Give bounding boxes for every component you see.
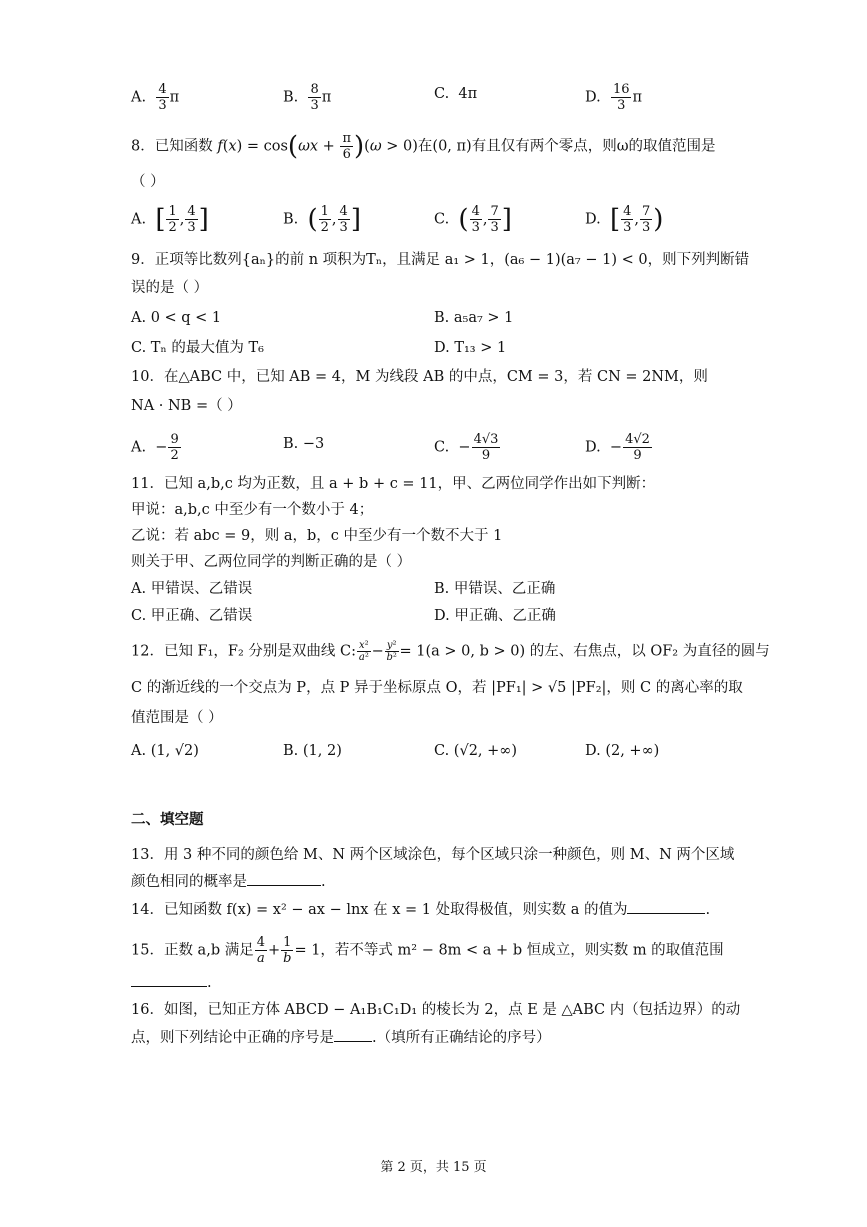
q7-option-d: D. $\frac{16}{3}$ π	[585, 82, 643, 113]
q10-option-c: C. − $\frac{4√3}{9}$	[434, 432, 499, 463]
q10-option-d: D. − $\frac{4√2}{9}$	[585, 432, 650, 463]
q11-stem: 11．已知 a,b,c 均为正数，且 a + b + c = 11，甲、乙两位同学作出如下判断：	[131, 476, 656, 492]
q9-option-c: C. Tₙ 的最大值为 T₆	[131, 340, 264, 356]
q10-option-a: A. − $\frac{9}{2}$	[131, 432, 179, 463]
q11-option-b: B. 甲错误、乙正确	[434, 581, 556, 597]
q7-d-fraction: $\frac{16}{3}$	[612, 82, 630, 113]
q10-stem: 10．在△ABC 中，已知 AB = 4，M 为线段 AB 的中点，CM = 3，若 CN = 2NM，则	[131, 369, 708, 385]
q11-option-c: C. 甲正确、乙错误	[131, 608, 253, 624]
q7-a-fraction: $\frac{4}{3}$	[158, 82, 167, 113]
q9-option-d: D. T₁₃ > 1	[434, 340, 507, 356]
q15-answer-line: .	[131, 972, 212, 993]
q13-line2: 颜色相同的概率是 .	[131, 871, 326, 892]
q11-ask: 则关于甲、乙两位同学的判断正确的是（ ）	[131, 554, 412, 570]
q8-option-b: B. ( $\frac{1}{2}$ , $\frac{4}{3}$ ]	[283, 204, 361, 235]
page-footer: 第 2 页，共 15 页	[380, 1160, 487, 1175]
q10-option-b: B. −3	[283, 436, 325, 452]
q12-stem: 12．已知 F₁，F₂ 分别是双曲线 C: $\frac{\text{x²}}{\text{a²}}$ − $\frac{\text{y²}}{\text{b²}}$ = 1(a > 0, b > 0) 的左、右焦点，以 OF₂ 为直径的圆与	[131, 640, 770, 663]
q8-pi-over-6: $\frac{\pi}{6}$	[342, 131, 351, 162]
q15-stem: 15．正数 a,b 满足 $\frac{4}{a}$ + $\frac{1}{b}$ = 1，若不等式 m² − 8m < a + b 恒成立，则实数 m 的取值范围	[131, 935, 724, 966]
q10-stem-cont: NA · NB =（ ）	[131, 398, 242, 414]
q13-line1: 13．用 3 种不同的颜色给 M、N 两个区域涂色，每个区域只涂一种颜色，则 M、N 两个区域	[131, 847, 735, 863]
q7-option-b: B. $\frac{8}{3}$ π	[283, 82, 332, 113]
q12-option-c: C. (√2, +∞)	[434, 743, 518, 759]
q15-answer-blank[interactable]	[131, 972, 207, 987]
q11-option-d: D. 甲正确、乙正确	[434, 608, 556, 624]
q14-answer-blank[interactable]	[627, 899, 705, 914]
q8-option-c: C. ( $\frac{4}{3}$ , $\frac{7}{3}$ ]	[434, 204, 512, 235]
q12-stem-cont2: 值范围是（ ）	[131, 710, 223, 726]
q12-option-d: D. (2, +∞)	[585, 743, 660, 759]
q12-option-b: B. (1, 2)	[283, 743, 342, 759]
q14-stem: 14．已知函数 f(x) = x² − ax − lnx 在 x = 1 处取得极值，则实数 a 的值为 .	[131, 899, 710, 920]
q12-option-a: A. (1, √2)	[131, 743, 199, 759]
q11-option-a: A. 甲错误、乙错误	[131, 581, 253, 597]
q7-option-a: A. $\frac{4}{3}$ π	[131, 82, 180, 113]
q9-option-b: B. a₅a₇ > 1	[434, 310, 514, 326]
q8-option-a: A. [ $\frac{1}{2}$ , $\frac{4}{3}$ ]	[131, 204, 209, 235]
q7-b-fraction: $\frac{8}{3}$	[310, 82, 319, 113]
q8-option-d: D. [ $\frac{4}{3}$ , $\frac{7}{3}$ )	[585, 204, 664, 235]
q13-answer-blank[interactable]	[247, 871, 321, 886]
q8-paren: （ ）	[131, 174, 165, 190]
q16-line1: 16．如图，已知正方体 ABCD − A₁B₁C₁D₁ 的棱长为 2，点 E 是 △ABC 内（包括边界）的动	[131, 1002, 741, 1018]
q9-option-a: A. 0 < q < 1	[131, 310, 222, 326]
q16-line2: 点，则下列结论中正确的序号是 .（填所有正确结论的序号）	[131, 1027, 551, 1048]
q7-option-c: C. 4π	[434, 86, 478, 102]
q9-stem-cont: 误的是（ ）	[131, 280, 209, 296]
q16-answer-blank[interactable]	[334, 1027, 372, 1042]
q8-stem: 8．已知函数 f(x) = cos(ωx + $\frac{\pi}{6}$ )(ω > 0)在(0, π)有且仅有两个零点，则ω的取值范围是	[131, 131, 716, 162]
q11-yi: 乙说：若 abc = 9，则 a，b，c 中至少有一个数不大于 1	[131, 528, 503, 544]
q12-stem-cont: C 的渐近线的一个交点为 P，点 P 异于坐标原点 O，若 |PF₁| > √5 |PF₂|，则 C 的离心率的取	[131, 680, 743, 696]
q9-stem: 9．正项等比数列{aₙ}的前 n 项积为Tₙ，且满足 a₁ > 1，(a₆ − 1)(a₇ − 1) < 0，则下列判断错	[131, 252, 750, 268]
section-title: 二、填空题	[131, 812, 204, 828]
q11-jia: 甲说：a,b,c 中至少有一个数小于 4；	[131, 502, 374, 518]
